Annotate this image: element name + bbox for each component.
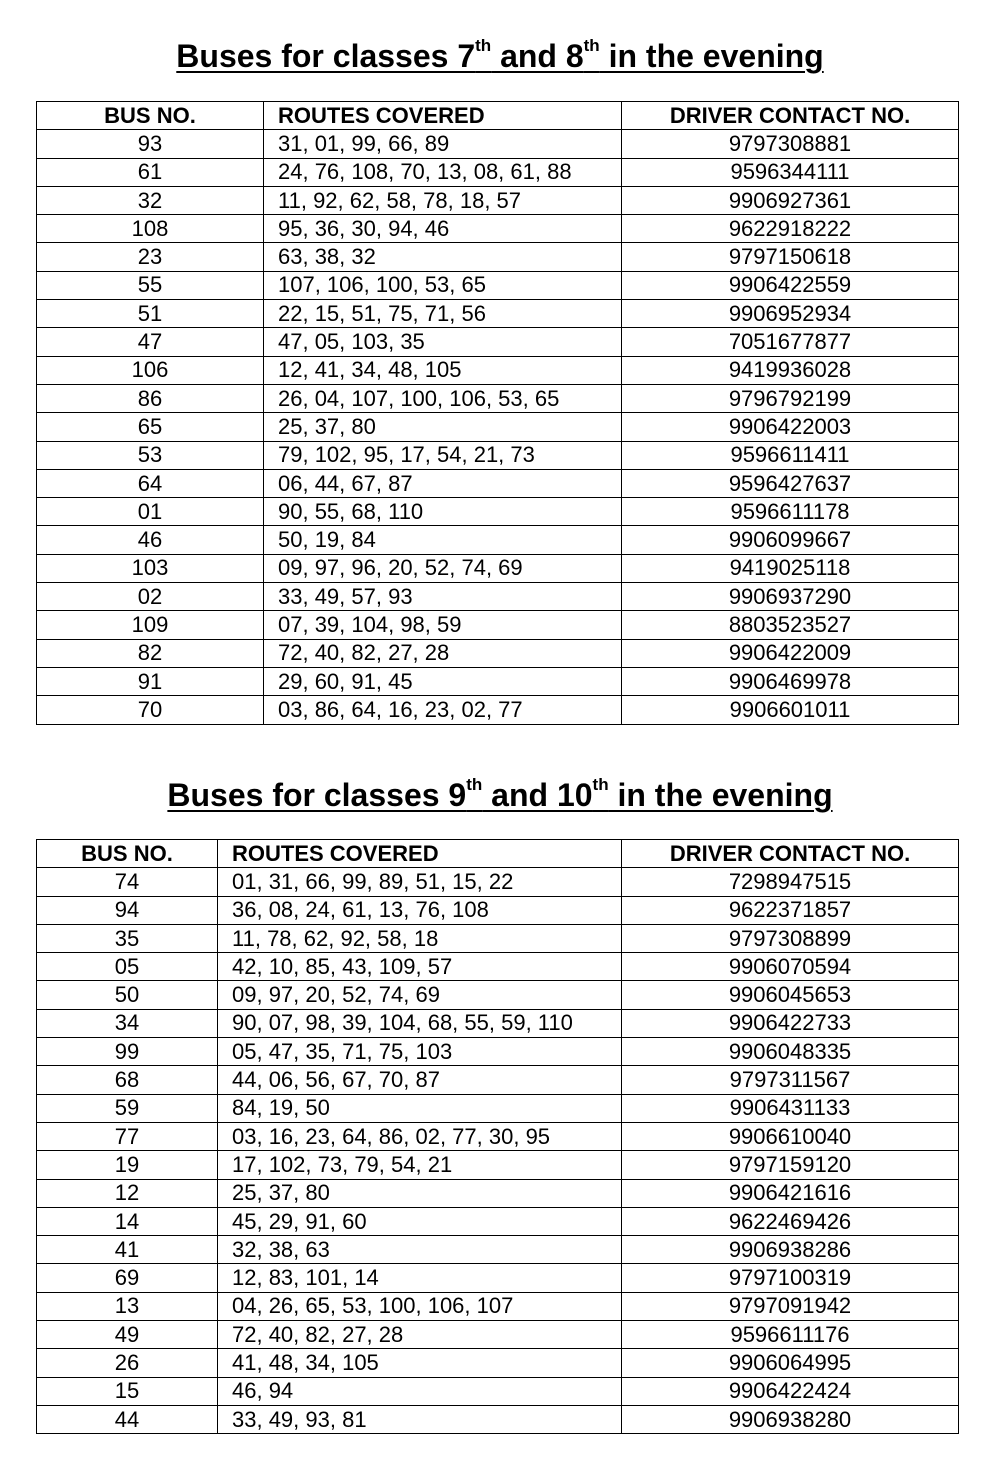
section-2-title-sup-2: th xyxy=(592,775,609,795)
bus-number-cell: 82 xyxy=(37,639,264,667)
routes-cell: 84, 19, 50 xyxy=(218,1094,622,1122)
driver-contact-cell: 9906070594 xyxy=(622,953,959,981)
bus-table-classes-7-8 xyxy=(36,101,959,725)
driver-contact-cell: 9906601011 xyxy=(622,696,959,724)
bus-number-cell: 109 xyxy=(37,611,264,639)
bus-number-cell: 34 xyxy=(37,1009,218,1037)
driver-contact-cell: 9596344111 xyxy=(622,158,959,186)
bus-number-cell: 19 xyxy=(37,1151,218,1179)
driver-contact-cell: 9906421616 xyxy=(622,1179,959,1207)
bus-number-cell: 50 xyxy=(37,981,218,1009)
table-row xyxy=(37,300,959,328)
driver-contact-cell: 9906045653 xyxy=(622,981,959,1009)
table-row xyxy=(37,1151,959,1179)
driver-contact-cell: 9906431133 xyxy=(622,1094,959,1122)
driver-contact-cell: 9622469426 xyxy=(622,1207,959,1235)
routes-cell: 95, 36, 30, 94, 46 xyxy=(264,215,622,243)
table-row xyxy=(37,1321,959,1349)
routes-cell: 25, 37, 80 xyxy=(264,413,622,441)
header-bus-no: BUS NO. xyxy=(37,102,264,130)
bus-number-cell: 41 xyxy=(37,1236,218,1264)
routes-cell: 26, 04, 107, 100, 106, 53, 65 xyxy=(264,384,622,412)
driver-contact-cell: 9596611176 xyxy=(622,1321,959,1349)
table-header-row xyxy=(37,840,959,868)
driver-contact-cell: 9906610040 xyxy=(622,1122,959,1150)
driver-contact-cell: 9419025118 xyxy=(622,554,959,582)
table-row xyxy=(37,953,959,981)
section-2-title xyxy=(0,775,1000,815)
table-row xyxy=(37,130,959,158)
table-row xyxy=(37,583,959,611)
table-row xyxy=(37,384,959,412)
driver-contact-cell: 9906938280 xyxy=(622,1405,959,1433)
table-row xyxy=(37,469,959,497)
driver-contact-cell: 9596611178 xyxy=(622,498,959,526)
driver-contact-cell: 9797308881 xyxy=(622,130,959,158)
header-driver-contact: DRIVER CONTACT NO. xyxy=(622,102,959,130)
table-row xyxy=(37,1264,959,1292)
routes-cell: 33, 49, 57, 93 xyxy=(264,583,622,611)
bus-number-cell: 44 xyxy=(37,1405,218,1433)
table-row xyxy=(37,1122,959,1150)
routes-cell: 29, 60, 91, 45 xyxy=(264,667,622,695)
bus-number-cell: 69 xyxy=(37,1264,218,1292)
section-1-title-suffix: in the evening xyxy=(599,38,824,74)
routes-cell: 11, 92, 62, 58, 78, 18, 57 xyxy=(264,186,622,214)
routes-cell: 42, 10, 85, 43, 109, 57 xyxy=(218,953,622,981)
driver-contact-cell: 7298947515 xyxy=(622,868,959,896)
routes-cell: 04, 26, 65, 53, 100, 106, 107 xyxy=(218,1292,622,1320)
table-row xyxy=(37,1349,959,1377)
routes-cell: 41, 48, 34, 105 xyxy=(218,1349,622,1377)
section-1-title-sup-1: th xyxy=(475,36,492,56)
driver-contact-cell: 9797311567 xyxy=(622,1066,959,1094)
driver-contact-cell: 9906938286 xyxy=(622,1236,959,1264)
routes-cell: 09, 97, 96, 20, 52, 74, 69 xyxy=(264,554,622,582)
routes-cell: 22, 15, 51, 75, 71, 56 xyxy=(264,300,622,328)
driver-contact-cell: 9797150618 xyxy=(622,243,959,271)
section-2-title-mid: and 10 xyxy=(482,777,593,813)
table-row xyxy=(37,924,959,952)
driver-contact-cell: 9906099667 xyxy=(622,526,959,554)
table-row xyxy=(37,667,959,695)
routes-cell: 79, 102, 95, 17, 54, 21, 73 xyxy=(264,441,622,469)
bus-number-cell: 91 xyxy=(37,667,264,695)
routes-cell: 45, 29, 91, 60 xyxy=(218,1207,622,1235)
bus-number-cell: 01 xyxy=(37,498,264,526)
bus-number-cell: 59 xyxy=(37,1094,218,1122)
bus-number-cell: 12 xyxy=(37,1179,218,1207)
table-row xyxy=(37,1179,959,1207)
bus-number-cell: 46 xyxy=(37,526,264,554)
driver-contact-cell: 9419936028 xyxy=(622,356,959,384)
routes-cell: 32, 38, 63 xyxy=(218,1236,622,1264)
bus-number-cell: 94 xyxy=(37,896,218,924)
driver-contact-cell: 9797091942 xyxy=(622,1292,959,1320)
routes-cell: 90, 07, 98, 39, 104, 68, 55, 59, 110 xyxy=(218,1009,622,1037)
bus-number-cell: 15 xyxy=(37,1377,218,1405)
table-row xyxy=(37,1377,959,1405)
section-2-title-prefix: Buses for classes 9 xyxy=(167,777,467,813)
section-1-title-sup-2: th xyxy=(583,36,600,56)
bus-number-cell: 77 xyxy=(37,1122,218,1150)
driver-contact-cell: 7051677877 xyxy=(622,328,959,356)
section-1-title-prefix: Buses for classes 7 xyxy=(176,38,476,74)
driver-contact-cell: 9906937290 xyxy=(622,583,959,611)
bus-number-cell: 108 xyxy=(37,215,264,243)
table-row xyxy=(37,498,959,526)
bus-number-cell: 64 xyxy=(37,469,264,497)
bus-number-cell: 86 xyxy=(37,384,264,412)
routes-cell: 44, 06, 56, 67, 70, 87 xyxy=(218,1066,622,1094)
bus-number-cell: 02 xyxy=(37,583,264,611)
routes-cell: 12, 41, 34, 48, 105 xyxy=(264,356,622,384)
bus-number-cell: 103 xyxy=(37,554,264,582)
driver-contact-cell: 9906422559 xyxy=(622,271,959,299)
routes-cell: 46, 94 xyxy=(218,1377,622,1405)
bus-number-cell: 68 xyxy=(37,1066,218,1094)
table-row xyxy=(37,158,959,186)
table-row xyxy=(37,526,959,554)
section-1-title xyxy=(0,36,1000,76)
routes-cell: 03, 86, 64, 16, 23, 02, 77 xyxy=(264,696,622,724)
section-2-title-sup-1: th xyxy=(466,775,483,795)
routes-cell: 72, 40, 82, 27, 28 xyxy=(218,1321,622,1349)
table-row xyxy=(37,1405,959,1433)
routes-cell: 63, 38, 32 xyxy=(264,243,622,271)
driver-contact-cell: 9596611411 xyxy=(622,441,959,469)
driver-contact-cell: 9797159120 xyxy=(622,1151,959,1179)
bus-number-cell: 53 xyxy=(37,441,264,469)
routes-cell: 24, 76, 108, 70, 13, 08, 61, 88 xyxy=(264,158,622,186)
bus-number-cell: 70 xyxy=(37,696,264,724)
routes-cell: 05, 47, 35, 71, 75, 103 xyxy=(218,1038,622,1066)
table-row xyxy=(37,1094,959,1122)
header-bus-no: BUS NO. xyxy=(37,840,218,868)
routes-cell: 17, 102, 73, 79, 54, 21 xyxy=(218,1151,622,1179)
driver-contact-cell: 9906422733 xyxy=(622,1009,959,1037)
bus-number-cell: 32 xyxy=(37,186,264,214)
table-row xyxy=(37,981,959,1009)
routes-cell: 06, 44, 67, 87 xyxy=(264,469,622,497)
bus-number-cell: 35 xyxy=(37,924,218,952)
header-routes-covered: ROUTES COVERED xyxy=(218,840,622,868)
routes-cell: 07, 39, 104, 98, 59 xyxy=(264,611,622,639)
driver-contact-cell: 9622371857 xyxy=(622,896,959,924)
routes-cell: 25, 37, 80 xyxy=(218,1179,622,1207)
bus-number-cell: 13 xyxy=(37,1292,218,1320)
driver-contact-cell: 9596427637 xyxy=(622,469,959,497)
bus-number-cell: 61 xyxy=(37,158,264,186)
table-row xyxy=(37,896,959,924)
section-2-title-suffix: in the evening xyxy=(608,777,833,813)
driver-contact-cell: 9906048335 xyxy=(622,1038,959,1066)
driver-contact-cell: 8803523527 xyxy=(622,611,959,639)
routes-cell: 72, 40, 82, 27, 28 xyxy=(264,639,622,667)
table-row xyxy=(37,1066,959,1094)
bus-number-cell: 99 xyxy=(37,1038,218,1066)
routes-cell: 01, 31, 66, 99, 89, 51, 15, 22 xyxy=(218,868,622,896)
bus-number-cell: 65 xyxy=(37,413,264,441)
bus-number-cell: 26 xyxy=(37,1349,218,1377)
bus-number-cell: 49 xyxy=(37,1321,218,1349)
driver-contact-cell: 9906422003 xyxy=(622,413,959,441)
table-row xyxy=(37,1236,959,1264)
routes-cell: 09, 97, 20, 52, 74, 69 xyxy=(218,981,622,1009)
table-row xyxy=(37,413,959,441)
driver-contact-cell: 9906469978 xyxy=(622,667,959,695)
table-row xyxy=(37,1038,959,1066)
table-row xyxy=(37,186,959,214)
routes-cell: 50, 19, 84 xyxy=(264,526,622,554)
table-row xyxy=(37,868,959,896)
bus-number-cell: 106 xyxy=(37,356,264,384)
driver-contact-cell: 9797308899 xyxy=(622,924,959,952)
table-row xyxy=(37,215,959,243)
header-routes-covered: ROUTES COVERED xyxy=(264,102,622,130)
routes-cell: 11, 78, 62, 92, 58, 18 xyxy=(218,924,622,952)
section-1-title-mid: and 8 xyxy=(491,38,584,74)
driver-contact-cell: 9906422424 xyxy=(622,1377,959,1405)
bus-number-cell: 51 xyxy=(37,300,264,328)
table-row xyxy=(37,696,959,724)
table-row xyxy=(37,1292,959,1320)
table-row xyxy=(37,243,959,271)
bus-table-classes-9-10 xyxy=(36,839,959,1434)
driver-contact-cell: 9906422009 xyxy=(622,639,959,667)
driver-contact-cell: 9797100319 xyxy=(622,1264,959,1292)
routes-cell: 03, 16, 23, 64, 86, 02, 77, 30, 95 xyxy=(218,1122,622,1150)
table-row xyxy=(37,639,959,667)
table-header-row xyxy=(37,102,959,130)
table-row xyxy=(37,1207,959,1235)
routes-cell: 90, 55, 68, 110 xyxy=(264,498,622,526)
driver-contact-cell: 9906927361 xyxy=(622,186,959,214)
driver-contact-cell: 9796792199 xyxy=(622,384,959,412)
driver-contact-cell: 9906064995 xyxy=(622,1349,959,1377)
bus-number-cell: 23 xyxy=(37,243,264,271)
header-driver-contact: DRIVER CONTACT NO. xyxy=(622,840,959,868)
table-row xyxy=(37,554,959,582)
bus-number-cell: 55 xyxy=(37,271,264,299)
table-row xyxy=(37,356,959,384)
driver-contact-cell: 9622918222 xyxy=(622,215,959,243)
driver-contact-cell: 9906952934 xyxy=(622,300,959,328)
table-row xyxy=(37,328,959,356)
bus-number-cell: 74 xyxy=(37,868,218,896)
bus-number-cell: 93 xyxy=(37,130,264,158)
table-row xyxy=(37,611,959,639)
routes-cell: 47, 05, 103, 35 xyxy=(264,328,622,356)
bus-number-cell: 05 xyxy=(37,953,218,981)
table-row xyxy=(37,271,959,299)
table-row xyxy=(37,1009,959,1037)
bus-number-cell: 47 xyxy=(37,328,264,356)
bus-number-cell: 14 xyxy=(37,1207,218,1235)
routes-cell: 107, 106, 100, 53, 65 xyxy=(264,271,622,299)
table-row xyxy=(37,441,959,469)
routes-cell: 36, 08, 24, 61, 13, 76, 108 xyxy=(218,896,622,924)
routes-cell: 12, 83, 101, 14 xyxy=(218,1264,622,1292)
routes-cell: 31, 01, 99, 66, 89 xyxy=(264,130,622,158)
routes-cell: 33, 49, 93, 81 xyxy=(218,1405,622,1433)
